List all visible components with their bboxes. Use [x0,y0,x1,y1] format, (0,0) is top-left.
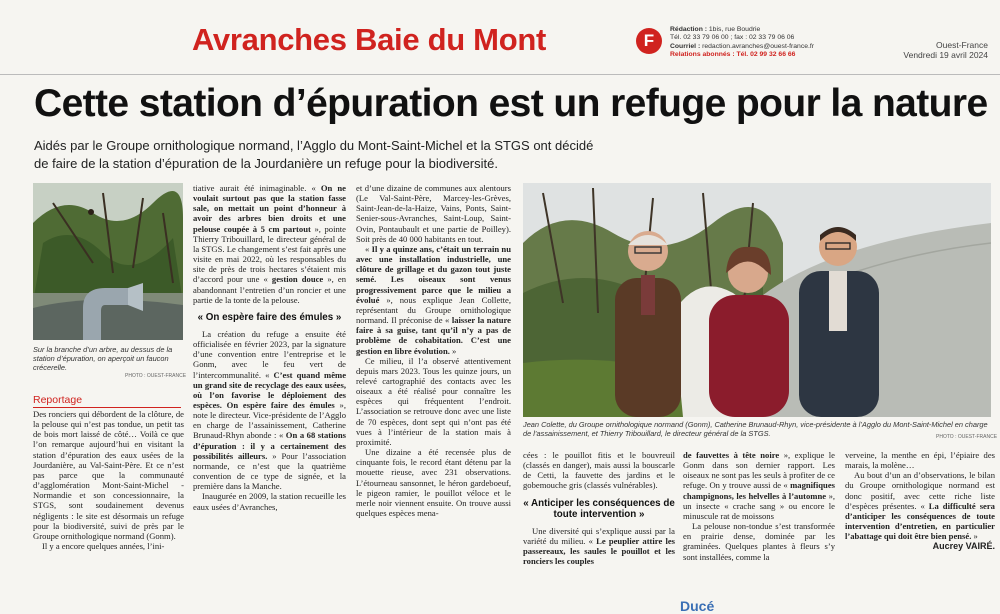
column-1 [33,409,184,607]
photo-group [523,183,991,417]
contact-email: Courriel : redaction.avranches@ouest-france.fr [670,42,815,50]
ouest-france-logo-icon: F [636,28,662,54]
paragraph: de fauvettes à tête noire », explique le Gonm dans son dernier rapport. Les oiseaux ne sont pas les seuls à profiter de ce refuge. On y trouve aussi de « magnifiques champignons, les helvelles à l’automne », un insecte « crache sang » ou encore le minuscule rat de moissons [683,450,835,521]
masthead-contacts [670,26,814,60]
paragraph: Inaugurée en 2009, la station recueille les eaux usées d’Avranches, [193,491,346,512]
column-2 [193,183,346,607]
column-4 [523,450,675,607]
intertitle-emules: « On espère faire des émules » [197,311,342,323]
article-lede: Aidés par le Groupe ornithologique normand, l’Agglo du Mont-Saint-Michel et la STGS ont décidé de faire de la station d’épuration de la Jourdanière un refuge pour la biodiversité. [34,138,594,171]
paragraph: La création du refuge a ensuite été officialisée en février 2023, par la signature d’une convention entre l’entreprise et le Gonm, avec le feu vert de l’intercommunalité. « C’est quand même un grand site de recyclage des eaux usées, où l’on favorise le déploiement des espèces. On espère faire des émules », note le directeur. Vice-présidente de l’Agglo en charge de l’assainissement, Catherine Brunaud-Rhyn abonde : « On a 68 stations d’épuration : il y a certainement des possibilités ailleurs. » Pour l’association normande, ce n’est que la quatrième convention de ce type de signée, et la première dans la Manche. [193,328,346,492]
contact-subscribers: Relations abonnés : Tél. 02 99 32 66 66 [670,51,796,59]
paragraph: et d’une dizaine de communes aux alentours (Le Val-Saint-Père, Marcey-les-Grèves, Saint-Jean-de-la-Haize, Vains, Ponts, Saint-Senier-sous-Avranches, Saint-Loup, Saint-Ovin, Pontaubault et une partie de Poilley). Soit près de 40 000 habitants en tout. [356,183,511,244]
paragraph: tiative aurait été inimaginable. « On ne voulait surtout pas que la station fasse sale, on mettait un point d’honneur à avoir des arbres bien droits et une pelouse coupée à 5 cm partout », pointe Thierry Tribouillard, le directeur général de la STGS. Le changement s’est fait après une visite en mai 2022, où les responsables du site de près de trois hectares s’étaient mis d’accord pour une « gestion douce », en abandonnant l’entretien d’un roncier et une partie de la tonte de la pelouse. [193,183,346,305]
contact-phone: Tél. 02 33 79 06 00 ; fax : 02 33 79 06 06 [670,34,795,42]
photo-group-caption: Jean Colette, du Groupe ornithologique normand (Gonm), Catherine Brunaud-Rhyn, vice-présidente à l’Agglo du Mont-Saint-Michel en charge de l’assainissement, et Thierry Tribouillard, le directeur général de la STGS. [523,420,988,438]
paragraph: Au bout d’un an d’observations, le bilan du Groupe ornithologique normand est donc positif, avec cette riche liste d’espèces présentes. « La difficulté sera d’anticiper les conséquences de toute intervention d’entretien, en particulier l’abattage qui doit être bien pensé. » [845,470,995,542]
paragraph: Une diversité qui s’explique aussi par la variété du milieu. « Le peuplier attire les passereaux, les saules le pouillot et les ronciers les couples [523,525,675,567]
paragraph: Ce milieu, il l’a observé attentivement depuis mars 2023. Tous les quinze jours, un relevé cartographié des contacts avec les oiseaux a été réalisé pour connaître les espèces qui fréquentent l’endroit. L’association se retrouve donc avec une liste de 70 espèces, dont sept qui n’ont pas été vues à l’intérieur de la station mais à proximité. [356,355,511,447]
paragraph: Il y a encore quelques années, l’ini- [42,541,165,552]
article-headline: Cette station d’épuration est un refuge pour la nature [34,82,988,125]
photo-kestrel [33,183,183,340]
article-signature: Aucrey VAIRÉ. [932,541,995,552]
paragraph: La pelouse non-tondue s’est transformée en prairie dense, dominée par les graminées. Quelques plantes à fleurs s’y sont installées, comme la [683,521,835,562]
section-label: Reportage [33,394,83,406]
contact-redaction: Rédaction : 1bis, rue Boudrie [670,26,761,33]
publication-info [903,40,988,60]
header-rule [0,74,1000,75]
paragraph: « Il y a quinze ans, c’était un terrain nu avec une installation industrielle, une clôture de grillage et du gazon tout juste semé. Les oiseaux sont venus progressivement parce que le milieu a évolué », nous explique Jean Collette, représentant du Groupe ornithologique normand. Il préconise de « laisser la nature faire à sa guise, tant qu’il n’y a pas de problème de cohabitation. C’est une gestion en libre évolution. » [356,243,511,356]
section-rule [33,407,181,408]
masthead-title: Avranches Baie du Mont [192,22,546,57]
paragraph: Une dizaine a été recensée plus de cinquante fois, le record étant détenu par la mouette rieuse, avec 231 observations. L’étourneau sansonnet, le héron gardeboeuf, le pigeon ramier, le pouillot véloce et le merle noir viennent ensuite. On trouve aussi quelques espèces mena- [356,447,511,518]
publication-name: Ouest-France [936,40,988,50]
intertitle-anticiper: « Anticiper les conséquences de toute intervention » [523,497,675,520]
paragraph: Des ronciers qui débordent de la clôture, de la pelouse qui n’est pas tondue, un petit tas de bois mort laissé de côté… Voilà ce que l’on remarque aujourd’hui en visitant la station d’épuration des eaux usées de la Jourdanière, au Val-Saint-Père. Et ce n’est pas parce que la communauté d’agglomération Mont-Saint-Michel - Normandie et son concessionnaire, la STGS, sont soudainement devenus négligents : le site est désormais un refuge pour la biodiversité, suivi de près par le Groupe ornithologique normand (Gonm). [33,409,184,541]
paragraph: cées : le pouillot fitis et le bouvreuil (classés en danger), mais aussi la bouscarle de Cetti, la fauvette des jardins et le gobemouche gris (classés vulnérables). [523,450,675,491]
photo-group-image [523,183,991,417]
column-6 [845,450,995,607]
photo-kestrel-credit: PHOTO : OUEST-FRANCE [125,373,187,379]
column-3 [356,183,511,607]
paragraph: verveine, la menthe en épi, l’épiaire des marais, la molène… [845,450,995,471]
publication-date: Vendredi 19 avril 2024 [903,50,988,60]
next-article-teaser: Ducé [680,598,715,614]
column-5 [683,450,835,595]
photo-group-credit: PHOTO : OUEST-FRANCE [936,434,998,440]
photo-kestrel-caption: Sur la branche d’un arbre, au dessus de la station d’épuration, on aperçoit un faucon crécerelle. [33,345,173,372]
photo-kestrel-image [33,183,183,340]
